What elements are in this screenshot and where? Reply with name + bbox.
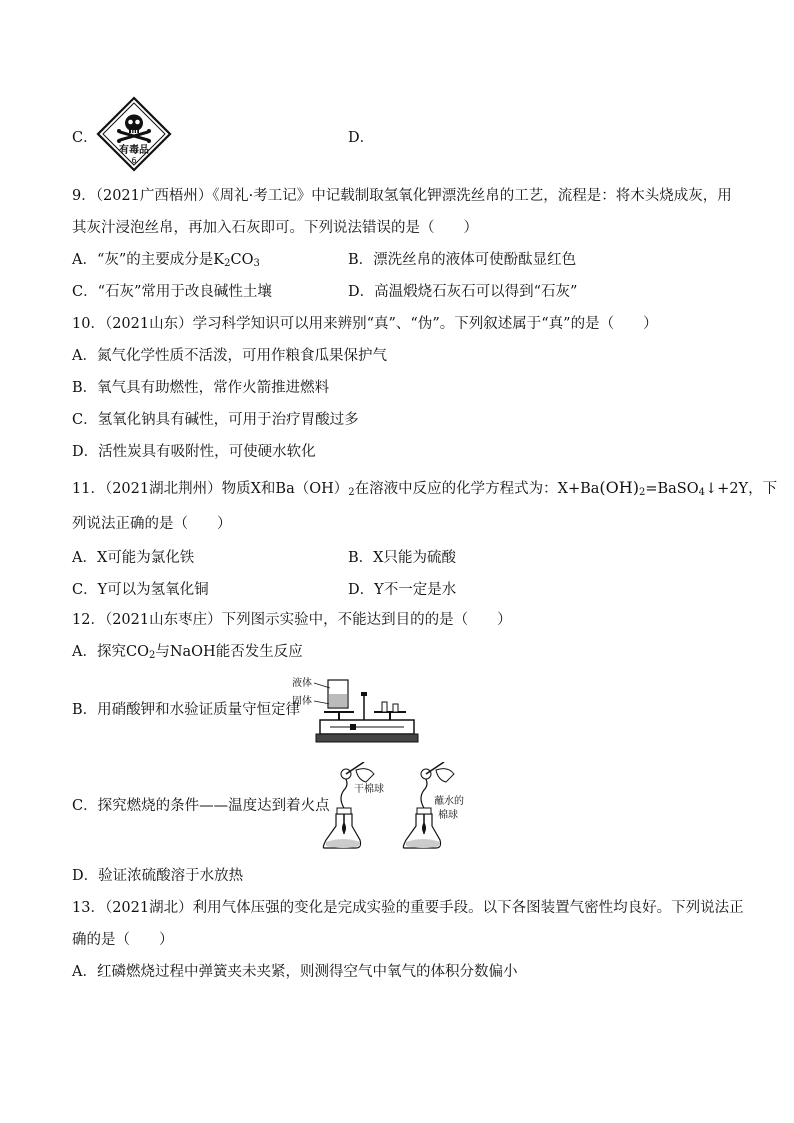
q13-option-a: A．红磷燃烧过程中弹簧夹未夹紧，则测得空气中氧气的体积分数偏小 xyxy=(72,964,518,980)
q10-option-b: B．氧气具有助燃性，常作火箭推进燃料 xyxy=(72,380,330,396)
q12-option-a: A．探究$CO_2$与NaOH能否发生反应 xyxy=(72,644,303,661)
balance-figure xyxy=(290,674,426,750)
q12-option-d: D．验证浓硫酸溶于水放热 xyxy=(72,868,244,884)
q12-stem: 12．（2021山东枣庄）下列图示实验中，不能达到目的的是（ ） xyxy=(72,612,512,628)
q9-option-a: A．“灰”的主要成分是$K_2CO_3$ xyxy=(72,252,260,269)
toxic-hazard-sign xyxy=(96,96,172,176)
q11-option-c: C．Y可以为氢氧化铜 xyxy=(72,582,209,598)
q11-stem-line1: 11．（2021湖北荆州）物质X和$Ba(OH)_2$在溶液中反应的化学方程式为：$X+Ba(OH)_2=BaSO_4↓+2Y$，下 xyxy=(72,478,778,498)
fig-label-solid: 固体 xyxy=(292,696,312,707)
q8-option-c-label: C． xyxy=(72,130,98,146)
fig-label-dry-cotton: 干棉球 xyxy=(354,784,384,795)
q13-stem-line1: 13．（2021湖北）利用气体压强的变化是完成实验的重要手段。以下各图装置气密性均良好。下列说法正 xyxy=(72,900,744,916)
fig-label-wet-cotton-2: 棉球 xyxy=(438,810,458,821)
q9-stem-line1: 9．（2021广西梧州）《周礼·考工记》中记载制取氢氧化钾漂洗丝帛的工艺，流程是：将木头烧成灰，用 xyxy=(72,188,732,204)
fig-label-liquid: 液体 xyxy=(292,678,312,689)
q12-option-b: B．用硝酸钾和水验证质量守恒定律 xyxy=(72,702,301,718)
q11-option-a: A．X可能为氯化铁 xyxy=(72,550,195,566)
q9-option-b: B．漂洗丝帛的液体可使酚酞显红色 xyxy=(348,252,577,268)
q9-stem-line2: 其灰汁浸泡丝帛，再加入石灰即可。下列说法错误的是（ ） xyxy=(72,220,478,236)
q13-stem-line2: 确的是（ ） xyxy=(72,932,174,948)
q8-option-d-label: D． xyxy=(348,130,375,146)
q11-option-d: D．Y不一定是水 xyxy=(348,582,457,598)
q11-stem-line2: 列说法正确的是（ ） xyxy=(72,516,232,532)
q10-stem: 10．（2021山东）学习科学知识可以用来辨别“真”、“伪”。下列叙述属于“真”的是（ ） xyxy=(72,316,658,332)
q11-option-b: B．X只能为硫酸 xyxy=(348,550,456,566)
q9-option-c: C．“石灰”常用于改良碱性土壤 xyxy=(72,284,272,300)
skull-crossbones-icon xyxy=(96,96,172,172)
sign-text: 有毒品 xyxy=(119,145,149,156)
q9-option-d: D．高温煅烧石灰石可以得到“石灰” xyxy=(348,284,578,300)
q10-option-c: C．氢氧化钠具有碱性，可用于治疗胃酸过多 xyxy=(72,412,359,428)
q10-option-a: A．氮气化学性质不活泼，可用作粮食瓜果保护气 xyxy=(72,348,387,364)
q12-option-c: C．探究燃烧的条件——温度达到着火点 xyxy=(72,798,330,814)
sign-number: 6 xyxy=(131,156,137,165)
fig-label-wet-cotton-1: 蘸水的 xyxy=(434,796,464,807)
q10-option-d: D．活性炭具有吸附性，可使硬水软化 xyxy=(72,444,316,460)
combustion-figure xyxy=(316,762,486,860)
